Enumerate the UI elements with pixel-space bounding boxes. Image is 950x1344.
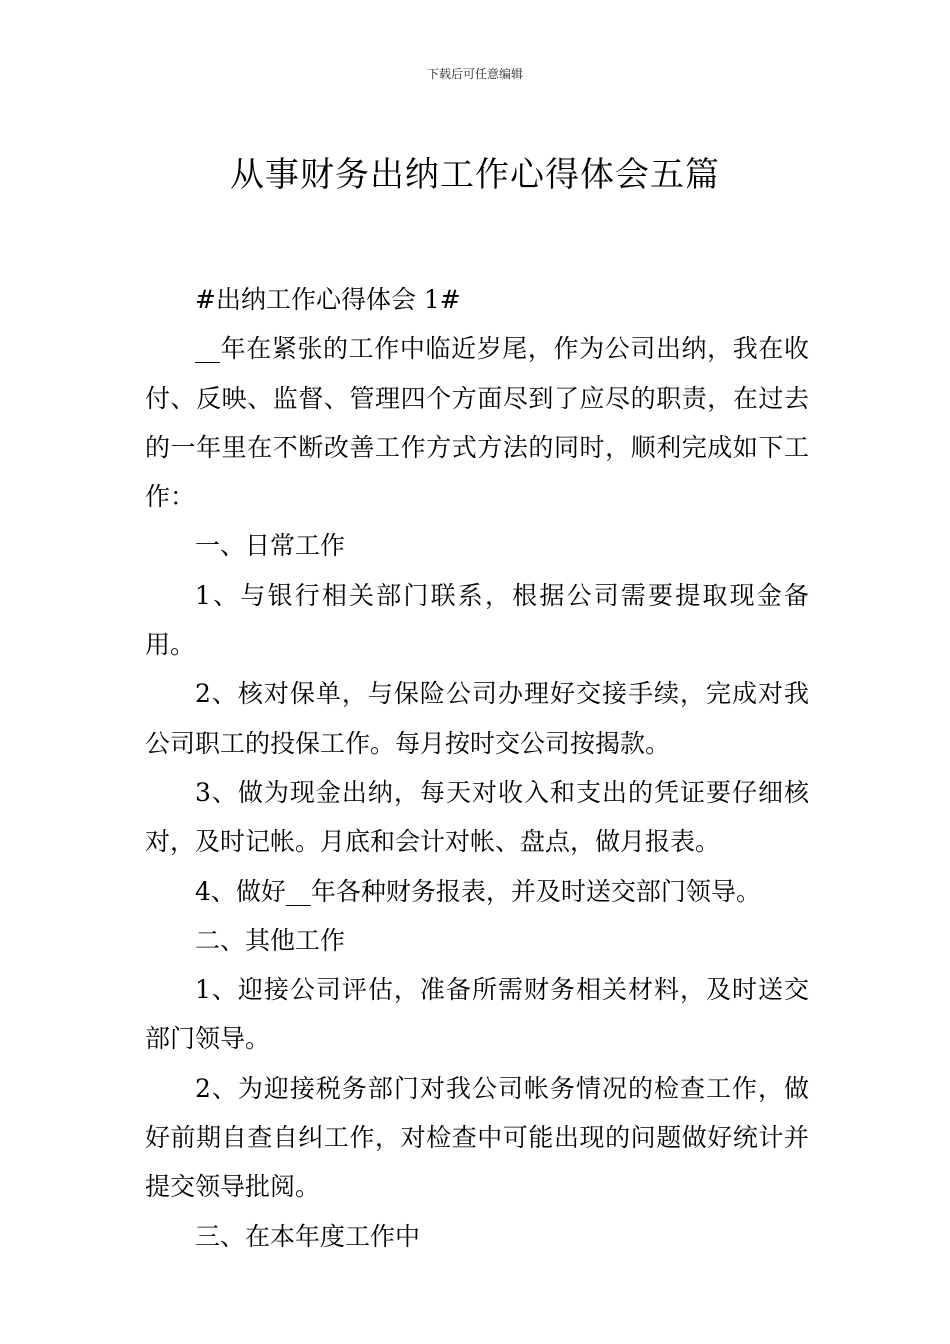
list-item: 4、做好__年各种财务报表，并及时送交部门领导。 — [195, 876, 761, 906]
document-title: 从事财务出纳工作心得体会五篇 — [230, 154, 720, 195]
section-heading-1: #出纳工作心得体会 1# — [195, 285, 461, 314]
list-item: 1、与银行相关部门联系，根据公司需要提取现金备用。 — [145, 580, 809, 660]
subheading-other-work: 二、其他工作 — [195, 925, 346, 955]
list-item: 3、做为现金出纳，每天对收入和支出的凭证要仔细核对，及时记帐。月底和会计对帐、盘点，做月报表。 — [145, 777, 809, 857]
download-note: 下载后可任意编辑 — [426, 67, 523, 81]
subheading-this-year: 三、在本年度工作中 — [195, 1221, 421, 1251]
list-item: 1、迎接公司评估，准备所需财务相关材料，及时送交部门领导。 — [145, 975, 809, 1054]
document-body — [145, 275, 809, 1261]
list-item: 2、为迎接税务部门对我公司帐务情况的检查工作，做好前期自查自纠工作，对检查中可能出现的问题做好统计并提交领导批阅。 — [145, 1073, 809, 1202]
subheading-daily-work: 一、日常工作 — [195, 531, 346, 561]
paragraph-intro: __年在紧张的工作中临近岁尾，作为公司出纳，我在收付、反映、监督、管理四个方面尽到了应尽的职责，在过去的一年里在不断改善工作方式方法的同时，顺利完成如下工作： — [145, 334, 809, 512]
list-item: 2、核对保单，与保险公司办理好交接手续，完成对我公司职工的投保工作。每月按时交公司按揭款。 — [145, 679, 809, 758]
